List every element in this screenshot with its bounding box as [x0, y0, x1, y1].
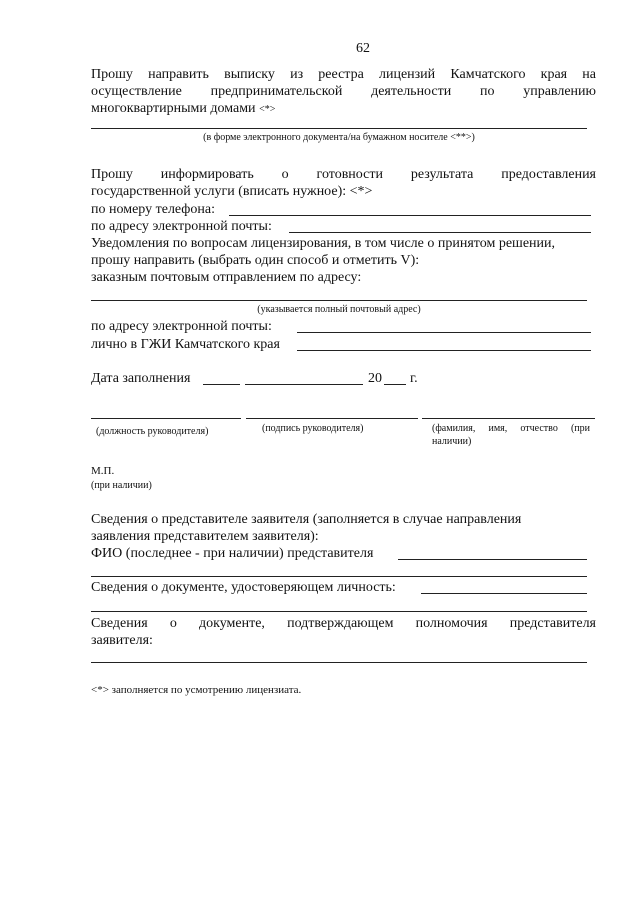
date-year-prefix: 20 — [368, 371, 382, 386]
footnote: <*> заполняется по усмотрению лицензиата. — [91, 684, 302, 696]
authority-document-line-1: Сведения о документе, подтверждающем полномочия представителя — [91, 616, 596, 631]
request-extract-line-1: Прошу направить выписку из реестра лицензий Камчатского края на — [91, 67, 596, 82]
in-person-input-line[interactable] — [297, 350, 591, 351]
request-extract-line-3 — [91, 100, 275, 117]
full-name-caption-line-1: (фамилия, имя, отчество (при — [432, 423, 590, 434]
representative-fio-input-2[interactable] — [91, 576, 587, 577]
notify-line-1: Уведомления по вопросам лицензирования, в том числе о принятом решении, — [91, 236, 556, 251]
request-extract-text: многоквартирными домами — [91, 101, 256, 116]
representative-line-1: Сведения о представителе заявителя (заполняется в случае направления — [91, 512, 522, 527]
optional-mark: <*> — [259, 104, 276, 115]
representative-line-2: заявления представителем заявителя): — [91, 529, 319, 544]
mail-label: заказным почтовым отправлением по адресу: — [91, 270, 362, 285]
email-label: по адресу электронной почты: — [91, 219, 272, 234]
seal-label: М.П. — [91, 465, 115, 477]
inform-line-1: Прошу информировать о готовности результата предоставления — [91, 167, 596, 182]
position-input-line[interactable] — [91, 418, 241, 419]
id-document-input-2[interactable] — [91, 611, 587, 612]
phone-input-line[interactable] — [229, 215, 591, 216]
signature-input-line[interactable] — [246, 418, 418, 419]
in-person-label: лично в ГЖИ Камчатского края — [91, 337, 280, 352]
format-input-line[interactable] — [91, 128, 587, 129]
signature-caption: (подпись руководителя) — [262, 423, 364, 434]
date-year-suffix: г. — [410, 371, 418, 386]
authority-document-line-2: заявителя: — [91, 633, 153, 648]
representative-fio-input[interactable] — [398, 559, 587, 560]
seal-note: (при наличии) — [91, 480, 152, 491]
date-label: Дата заполнения — [91, 371, 191, 386]
address-input-line[interactable] — [91, 300, 587, 301]
request-extract-line-2: осуществление предпринимательской деятельности по управлению — [91, 84, 596, 99]
address-caption: (указывается полный почтовый адрес) — [257, 304, 421, 315]
email-input-line-2[interactable] — [297, 332, 591, 333]
authority-document-input[interactable] — [91, 662, 587, 663]
inform-line-2: государственной услуги (вписать нужное): <*> — [91, 184, 373, 199]
id-document-input[interactable] — [421, 593, 587, 594]
phone-label: по номеру телефона: — [91, 202, 215, 217]
notify-line-2: прошу направить (выбрать один способ и отметить V): — [91, 253, 420, 268]
position-caption: (должность руководителя) — [96, 426, 209, 437]
representative-fio-label: ФИО (последнее - при наличии) представителя — [91, 546, 374, 561]
date-month-input[interactable] — [245, 384, 363, 385]
email-label-2: по адресу электронной почты: — [91, 319, 272, 334]
format-caption: (в форме электронного документа/на бумажном носителе <**>) — [203, 132, 475, 143]
email-input-line[interactable] — [289, 232, 591, 233]
full-name-input-line[interactable] — [422, 418, 595, 419]
date-year-input[interactable] — [384, 384, 406, 385]
page-number: 62 — [356, 41, 370, 56]
id-document-label: Сведения о документе, удостоверяющем личность: — [91, 580, 396, 595]
full-name-caption-line-2: наличии) — [432, 436, 472, 447]
date-day-input[interactable] — [203, 384, 240, 385]
